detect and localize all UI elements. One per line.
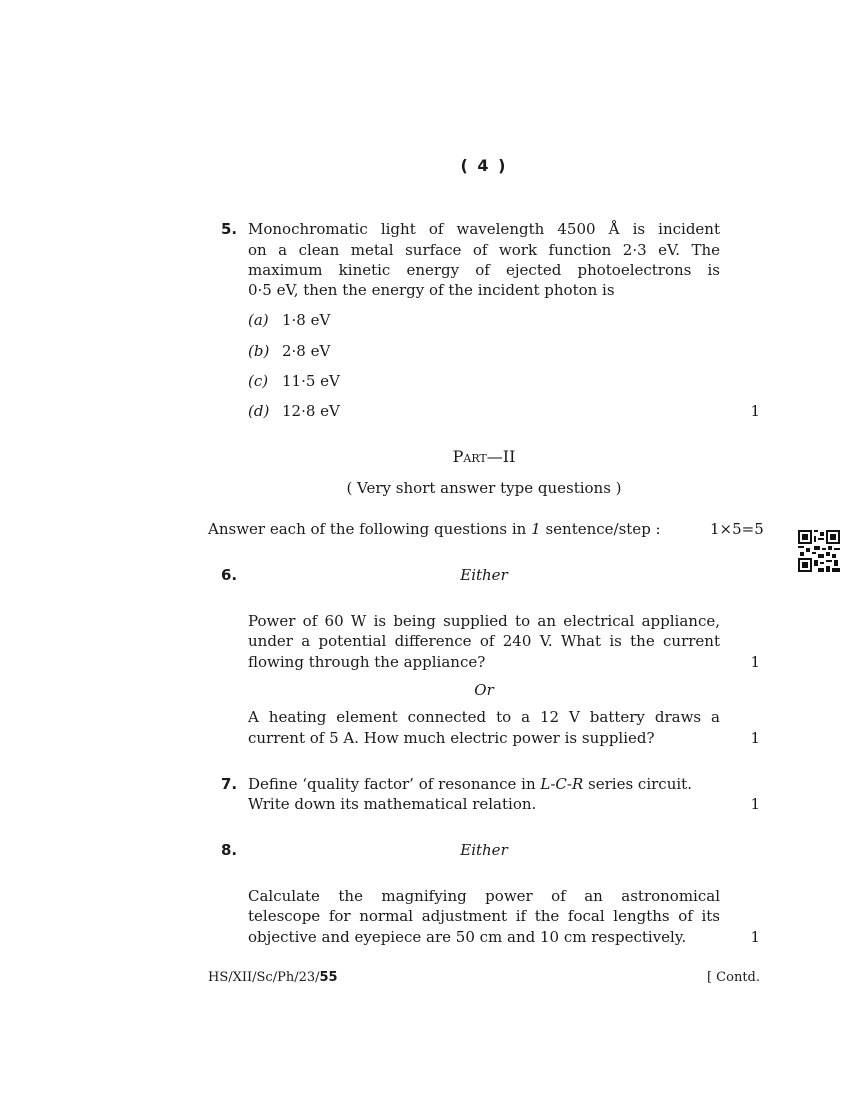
q6-either-marks: 1 xyxy=(750,653,760,671)
part-marks-total: 1×5=5 xyxy=(710,520,764,538)
q5-marks: 1 xyxy=(750,402,760,420)
q8-line-1: Calculate the magnifying power of an astronomical xyxy=(248,887,720,905)
q6-either-line-1: Power of 60 W is being supplied to an electrical appliance, xyxy=(248,612,720,630)
q5-option-b: (b) 2·8 eV xyxy=(248,342,331,360)
q5-option-a: (a) 1·8 eV xyxy=(248,311,331,329)
q6-or-marks: 1 xyxy=(750,729,760,747)
q5-option-d: (d) 12·8 eV xyxy=(248,402,340,420)
q5-line-2: on a clean metal surface of work function 2·3 eV. The xyxy=(248,241,720,259)
q5-option-c: (c) 11·5 eV xyxy=(248,372,340,390)
q7-line-2: Write down its mathematical relation. xyxy=(248,795,537,813)
question-6-number: 6. xyxy=(221,566,238,584)
footer-contd: [ Contd. xyxy=(706,970,760,985)
q5-line-1: Monochromatic light of wavelength 4500 Å is incident xyxy=(248,220,720,238)
q6-or-label: Or xyxy=(474,681,494,699)
q6-either-line-3: flowing through the appliance? xyxy=(248,653,486,671)
q6-or-line-2: current of 5 A. How much electric power is supplied? xyxy=(248,729,655,747)
part-title: Part—II xyxy=(452,447,516,466)
part-instruction: Answer each of the following questions in 1 sentence/step : xyxy=(208,520,661,538)
q6-either-line-2: under a potential difference of 240 V. What is the current xyxy=(248,632,720,650)
footer-paper-code: HS/XII/Sc/Ph/23/55 xyxy=(208,970,338,985)
question-5-number: 5. xyxy=(221,220,238,238)
page-number: ( 4 ) xyxy=(460,156,508,175)
part-subtitle: ( Very short answer type questions ) xyxy=(346,479,622,497)
q5-line-4: 0·5 eV, then the energy of the incident photon is xyxy=(248,281,615,299)
q6-either-label: Either xyxy=(460,566,508,584)
q8-either-label: Either xyxy=(460,841,508,859)
q7-line-1: Define ‘quality factor’ of resonance in L-C-R series circuit. xyxy=(248,775,692,793)
q6-or-line-1: A heating element connected to a 12 V battery draws a xyxy=(248,708,720,726)
q5-line-3: maximum kinetic energy of ejected photoelectrons is xyxy=(248,261,720,279)
q8-line-2: telescope for normal adjustment if the focal lengths of its xyxy=(248,907,720,925)
q8-marks: 1 xyxy=(750,928,760,946)
q7-marks: 1 xyxy=(750,795,760,813)
q8-line-3: objective and eyepiece are 50 cm and 10 cm respectively. xyxy=(248,928,687,946)
question-7-number: 7. xyxy=(221,775,238,793)
qr-code xyxy=(798,530,840,572)
question-8-number: 8. xyxy=(221,841,238,859)
